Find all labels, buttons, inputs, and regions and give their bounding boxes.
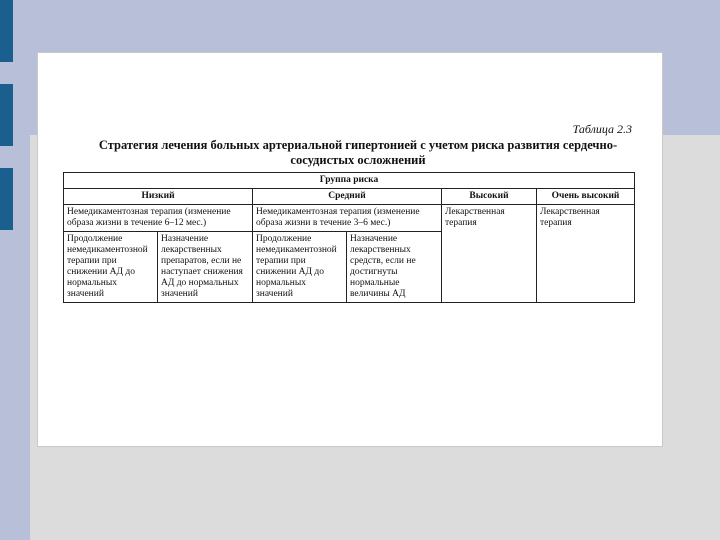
table-number: Таблица 2.3 — [572, 122, 632, 136]
column-header-very-high: Очень высокий — [537, 189, 635, 205]
cell-high-therapy: Лекарственная терапия — [442, 205, 537, 303]
cell-very-high-therapy: Лекарственная терапия — [537, 205, 635, 303]
table-header-row — [64, 189, 635, 205]
slide-left-accent-bar — [0, 84, 13, 146]
cell-medium-therapy: Немедикаментозная терапия (изменение образа жизни в течение 3–6 мес.) — [253, 205, 442, 232]
document-page — [37, 52, 663, 447]
cell-low-continue: Продолжение немедикаментозной терапии при снижении АД до нормальных значений — [64, 232, 158, 303]
group-header: Группа риска — [64, 173, 635, 189]
strategy-table — [63, 172, 635, 303]
cell-medium-continue: Продолжение немедикаментозной терапии при снижении АД до нормальных значений — [253, 232, 347, 303]
table-group-header-row — [64, 173, 635, 189]
slide-left-strip — [0, 0, 30, 540]
cell-low-therapy: Немедикаментозная терапия (изменение образа жизни в течение 6–12 мес.) — [64, 205, 253, 232]
cell-medium-drugs: Назначение лекарственных средств, если не достигнуты нормальные величины АД — [347, 232, 442, 303]
column-header-medium: Средний — [253, 189, 442, 205]
table-row — [64, 205, 635, 232]
column-header-high: Высокий — [442, 189, 537, 205]
table-title: Стратегия лечения больных артериальной гипертонией с учетом риска развития сердечно-сосудистых осложнений — [98, 138, 618, 167]
slide-left-accent-bar — [0, 168, 13, 230]
column-header-low: Низкий — [64, 189, 253, 205]
cell-low-drugs: Назначение лекарственных препаратов, если не наступает снижения АД до нормальных значений — [158, 232, 253, 303]
slide-left-accent-bar — [0, 0, 13, 62]
